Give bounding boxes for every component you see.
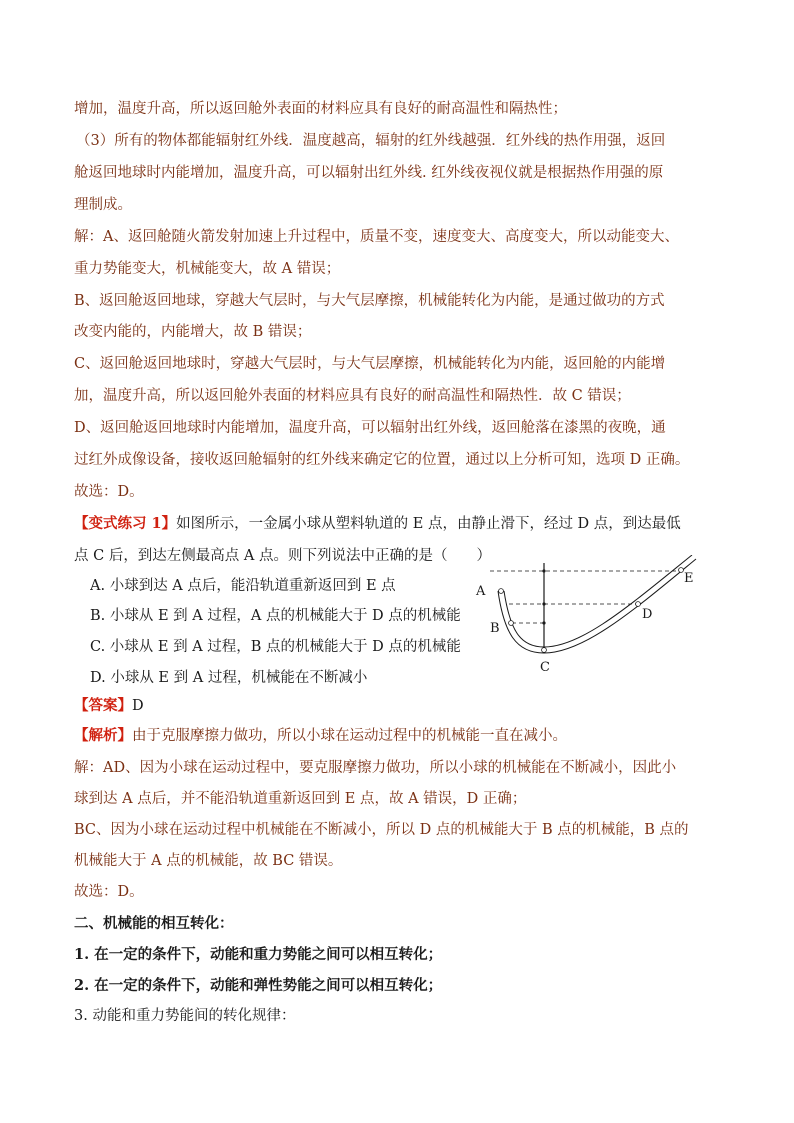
ball-position-a — [499, 589, 504, 594]
text-line: 增加，温度升高，所以返回舱外表面的材料应具有良好的耐高温性和隔热性； — [74, 101, 567, 117]
text-line: （3）所有的物体都能辐射红外线．温度越高，辐射的红外线越强．红外线的热作用强，返回 — [76, 133, 666, 149]
exercise-stem-text: 如图所示，一金属小球从塑料轨道的 E 点，由静止滑下，经过 D 点，到达最低 — [176, 516, 681, 532]
text-line: 改变内能的，内能增大，故 B 错误； — [74, 324, 312, 340]
text-line: 故选：D。 — [74, 884, 144, 900]
text-line: C、返回舱返回地球时，穿越大气层时，与大气层摩擦，机械能转化为内能，返回舱的内能增 — [74, 356, 666, 372]
answer-tag: 【答案】 — [74, 697, 132, 714]
text-line: 解：A、返回舱随火箭发射加速上升过程中，质量不变，速度变大、高度变大，所以动能变大、 — [74, 229, 679, 245]
text-line: 球到达 A 点后，并不能沿轨道重新返回到 E 点，故 A 错误，D 正确； — [74, 791, 527, 807]
option-c: C. 小球从 E 到 A 过程，B 点的机械能大于 D 点的机械能 — [90, 639, 461, 655]
section-point: 1. 在一定的条件下，动能和重力势能之间可以相互转化； — [74, 946, 443, 963]
ball-position-d — [636, 602, 641, 607]
label-c: C — [540, 660, 550, 675]
text-line: 舱返回地球时内能增加，温度升高，可以辐射出红外线. 红外线夜视仪就是根据热作用强的原 — [74, 165, 664, 181]
ball-position-c — [542, 648, 547, 653]
ball-position-b — [509, 621, 514, 626]
label-b: B — [490, 621, 500, 636]
exercise-stem — [74, 514, 724, 534]
text-line: 故选：D。 — [74, 484, 144, 500]
track-outer — [498, 559, 696, 653]
section-heading: 二、机械能的相互转化： — [74, 915, 234, 932]
option-d: D. 小球从 E 到 A 过程，机械能在不断减小 — [90, 670, 368, 686]
text-line: 机械能大于 A 点的机械能，故 BC 错误。 — [74, 853, 343, 869]
answer-value: D — [132, 698, 144, 714]
ball-position-e — [679, 568, 684, 573]
text-line: 理制成。 — [74, 197, 132, 213]
option-a: A. 小球到达 A 点后，能沿轨道重新返回到 E 点 — [90, 578, 396, 594]
text-line: 过红外成像设备，接收返回舱辐射的红外线来确定它的位置，通过以上分析可知，选项 D 正确。 — [74, 452, 690, 468]
section-point: 3. 动能和重力势能间的转化规律： — [74, 1008, 296, 1024]
analysis-tag: 【解析】 — [74, 727, 132, 744]
track-inner — [504, 555, 692, 647]
exercise-stem-cont: 点 C 后，到达左侧最高点 A 点。则下列说法中正确的是（ ） — [74, 548, 492, 564]
option-b: B. 小球从 E 到 A 过程，A 点的机械能大于 D 点的机械能 — [90, 608, 461, 624]
analysis-line — [74, 726, 724, 746]
text-line: BC、因为小球在运动过程中机械能在不断减小，所以 D 点的机械能大于 B 点的机械能，B 点的 — [74, 822, 689, 838]
answer-line — [74, 696, 724, 716]
track-diagram — [474, 555, 704, 680]
section-point: 2. 在一定的条件下，动能和弹性势能之间可以相互转化； — [74, 977, 443, 994]
exercise-tag: 【变式练习 1】 — [74, 515, 177, 532]
text-line: 重力势能变大，机械能变大，故 A 错误； — [74, 261, 341, 277]
label-a: A — [476, 584, 486, 599]
label-d: D — [642, 607, 653, 622]
text-line: B、返回舱返回地球，穿越大气层时，与大气层摩擦，机械能转化为内能，是通过做功的方式 — [74, 293, 665, 309]
label-e: E — [684, 571, 694, 586]
analysis-text: 由于克服摩擦力做功，所以小球在运动过程中的机械能一直在减小。 — [132, 728, 567, 744]
text-line: D、返回舱返回地球时内能增加，温度升高，可以辐射出红外线，返回舱落在漆黑的夜晚，通 — [74, 420, 666, 436]
text-line: 加，温度升高，所以返回舱外表面的材料应具有良好的耐高温性和隔热性．故 C 错误； — [74, 388, 631, 404]
text-line: 解：AD、因为小球在运动过程中，要克服摩擦力做功，所以小球的机械能在不断减小，因此小 — [74, 760, 677, 776]
